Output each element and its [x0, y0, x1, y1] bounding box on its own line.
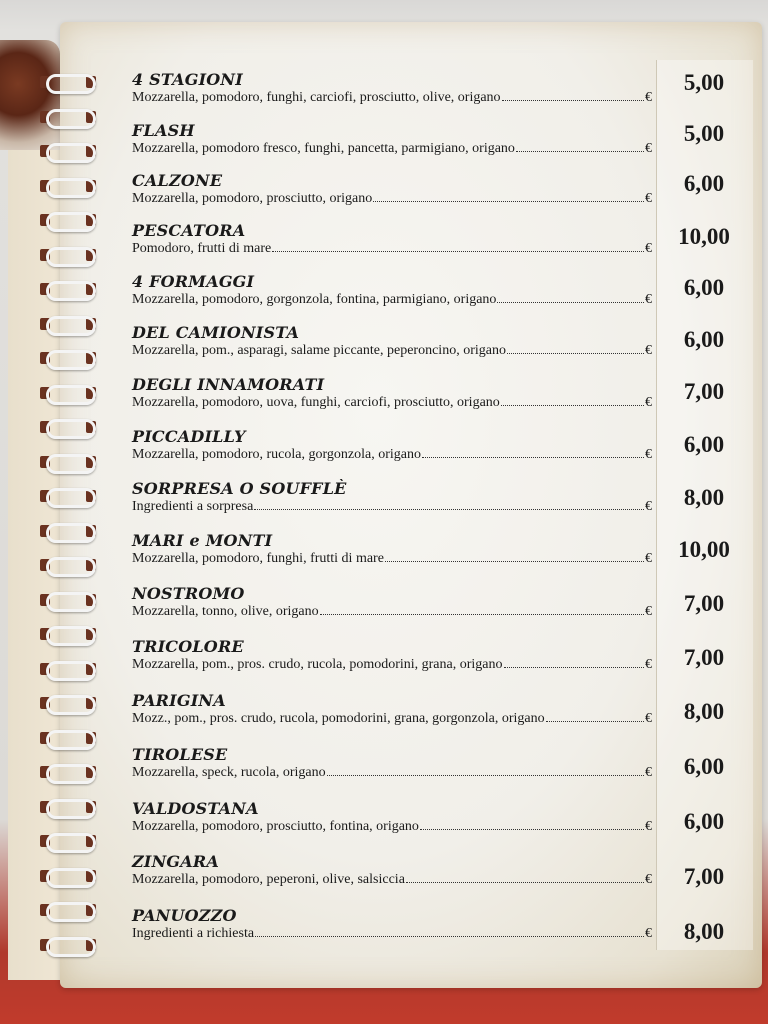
menu-item [132, 121, 652, 157]
item-price: 10,00 [678, 537, 730, 562]
item-price: 6,00 [683, 432, 725, 457]
menu-item [132, 375, 652, 411]
item-name: VALDOSTANA [132, 799, 259, 818]
menu-item [132, 272, 652, 308]
spiral-coil [40, 760, 96, 786]
spiral-coil [40, 70, 96, 96]
spiral-coil [40, 415, 96, 441]
spiral-coil [40, 174, 96, 200]
spiral-coil [40, 139, 96, 165]
item-price: 10,00 [678, 224, 730, 249]
item-price: 5,00 [683, 70, 725, 95]
spiral-coil [40, 553, 96, 579]
spiral-coil [40, 622, 96, 648]
item-description: Mozzarella, pomodoro, funghi, frutti di mare € [132, 551, 652, 566]
item-price: 8,00 [683, 699, 725, 724]
item-price: 6,00 [683, 809, 725, 834]
spiral-coil [40, 933, 96, 959]
item-price: 7,00 [683, 864, 725, 889]
menu-item [132, 70, 652, 106]
item-name: PANUOZZO [132, 906, 237, 925]
item-price: 7,00 [683, 645, 725, 670]
item-description: Mozzarella, pom., asparagi, salame piccante, peperoncino, origano € [132, 343, 652, 358]
spiral-binding [40, 70, 100, 950]
item-description: Mozzarella, pomodoro, uova, funghi, carciofi, prosciutto, origano € [132, 395, 652, 410]
item-description: Mozzarella, pomodoro, prosciutto, origano € [132, 191, 652, 206]
spiral-coil [40, 864, 96, 890]
item-name: CALZONE [132, 171, 223, 190]
item-name: NOSTROMO [132, 584, 245, 603]
spiral-coil [40, 795, 96, 821]
spiral-coil [40, 312, 96, 338]
menu-item [132, 584, 652, 620]
item-name: TRICOLORE [132, 637, 244, 656]
spiral-coil [40, 898, 96, 924]
item-price: 8,00 [683, 919, 725, 944]
item-name: FLASH [132, 121, 195, 140]
item-name: 4 FORMAGGI [132, 272, 255, 291]
item-price: 6,00 [683, 171, 725, 196]
item-description: Mozzarella, pomodoro, rucola, gorgonzola, origano € [132, 447, 652, 462]
menu-item [132, 799, 652, 835]
spiral-coil [40, 588, 96, 614]
spiral-coil [40, 243, 96, 269]
spiral-coil [40, 277, 96, 303]
item-description: Ingredienti a richiesta € [132, 926, 652, 941]
item-name: PESCATORA [132, 221, 246, 240]
spiral-coil [40, 381, 96, 407]
spiral-coil [40, 829, 96, 855]
item-price: 6,00 [683, 327, 725, 352]
item-price: 6,00 [683, 275, 725, 300]
menu-item [132, 323, 652, 359]
item-price: 5,00 [683, 121, 725, 146]
item-name: DEL CAMIONISTA [132, 323, 300, 342]
item-name: MARI e MONTI [132, 531, 273, 550]
item-name: PARIGINA [132, 691, 226, 710]
spiral-coil [40, 691, 96, 717]
item-price: 6,00 [683, 754, 725, 779]
spiral-coil [40, 657, 96, 683]
menu-item [132, 852, 652, 888]
menu-item [132, 171, 652, 207]
spiral-coil [40, 346, 96, 372]
item-name: PICCADILLY [132, 427, 246, 446]
spiral-coil [40, 726, 96, 752]
menu-item [132, 906, 652, 942]
spiral-coil [40, 519, 96, 545]
item-description: Mozzarella, pomodoro, gorgonzola, fontina, parmigiano, origano € [132, 292, 652, 307]
item-description: Mozzarella, pomodoro, funghi, carciofi, prosciutto, olive, origano € [132, 90, 652, 105]
item-description: Ingredienti a sorpresa € [132, 499, 652, 514]
item-name: 4 STAGIONI [132, 70, 243, 89]
item-description: Mozzarella, speck, rucola, origano € [132, 765, 652, 780]
spiral-coil [40, 105, 96, 131]
item-description: Mozzarella, pomodoro fresco, funghi, pancetta, parmigiano, origano € [132, 141, 652, 156]
menu-item [132, 479, 652, 515]
item-name: DEGLI INNAMORATI [132, 375, 325, 394]
menu-item [132, 691, 652, 727]
menu-item [132, 745, 652, 781]
item-price: 7,00 [683, 379, 725, 404]
item-description: Mozzarella, tonno, olive, origano € [132, 604, 652, 619]
item-price: 8,00 [683, 485, 725, 510]
menu-item [132, 221, 652, 257]
spiral-coil [40, 484, 96, 510]
menu-item [132, 427, 652, 463]
item-name: TIROLESE [132, 745, 228, 764]
item-description: Mozzarella, pom., pros. crudo, rucola, pomodorini, grana, origano € [132, 657, 652, 672]
spiral-coil [40, 450, 96, 476]
item-name: ZINGARA [132, 852, 219, 871]
item-description: Mozz., pom., pros. crudo, rucola, pomodorini, grana, gorgonzola, origano € [132, 711, 652, 726]
item-description: Pomodoro, frutti di mare € [132, 241, 652, 256]
item-description: Mozzarella, pomodoro, peperoni, olive, salsiccia € [132, 872, 652, 887]
spiral-coil [40, 208, 96, 234]
menu-item [132, 637, 652, 673]
menu-item [132, 531, 652, 567]
item-price: 7,00 [683, 591, 725, 616]
item-description: Mozzarella, pomodoro, prosciutto, fontina, origano € [132, 819, 652, 834]
item-name: SORPRESA O SOUFFLÈ [132, 479, 347, 498]
